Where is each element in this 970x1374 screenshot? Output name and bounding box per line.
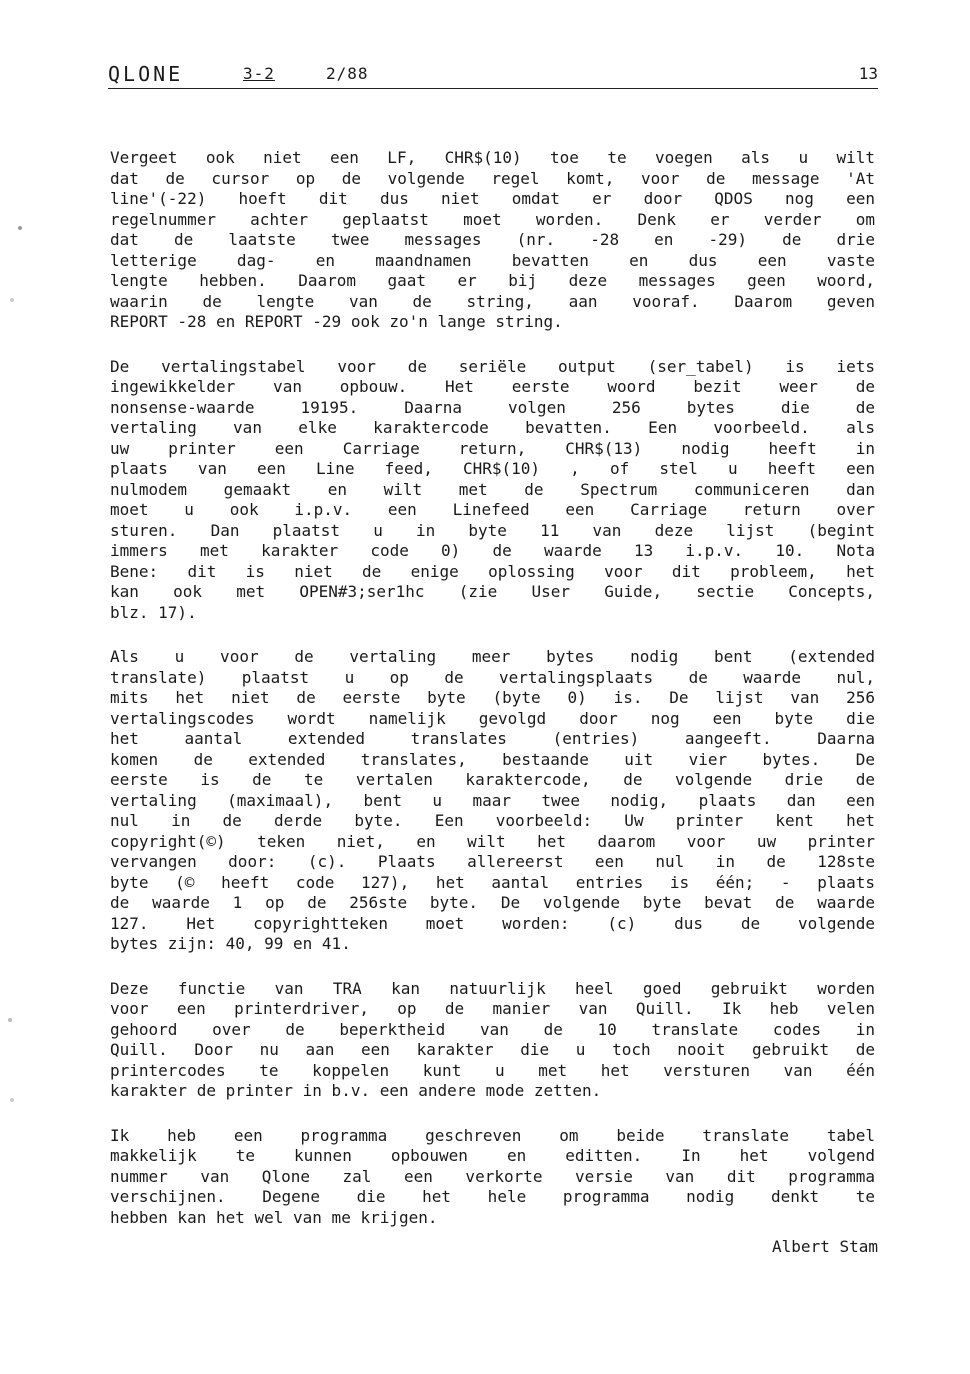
- text-line: line'(-22) hoeft dit dus niet omdat er door QDOS nog een: [110, 189, 875, 208]
- text-line: ingewikkelder van opbouw. Het eerste woord bezit weer de: [110, 377, 875, 396]
- text-line: vertaling van elke karaktercode bevatten. Een voorbeeld. als: [110, 418, 875, 437]
- text-line: REPORT -28 en REPORT -29 ook zo'n lange string.: [110, 312, 563, 331]
- text-line: het aantal extended translates (entries) aangeeft. Daarna: [110, 729, 875, 748]
- text-line: eerste is de te vertalen karaktercode, de volgende drie de: [110, 770, 875, 789]
- text-line: voor een printerdriver, op de manier van Quill. Ik heb velen: [110, 999, 875, 1018]
- text-line: De vertalingstabel voor de seriële output (ser_tabel) is iets: [110, 356, 875, 376]
- paragraph: [110, 148, 875, 333]
- text-line: lengte hebben. Daarom gaat er bij deze messages geen woord,: [110, 271, 875, 290]
- text-line: komen de extended translates, bestaande uit vier bytes. De: [110, 749, 875, 769]
- scan-speck: [10, 298, 14, 302]
- text-line: de waarde 1 op de 256ste byte. De volgende byte bevat de waarde: [110, 893, 875, 912]
- text-line: plaats van een Line feed, CHR$(10) , of stel u heeft een: [110, 459, 875, 478]
- text-line: Deze functie van TRA kan natuurlijk heel goed gebruikt worden: [110, 978, 875, 998]
- text-line: Quill. Door nu aan een karakter die u toch nooit gebruikt de: [110, 1040, 875, 1059]
- scan-speck: [8, 1018, 12, 1022]
- text-line: hebben kan het wel van me krijgen.: [110, 1207, 438, 1227]
- text-line: regelnummer achter geplaatst moet worden. Denk er verder om: [110, 209, 875, 229]
- text-line: Vergeet ook niet een LF, CHR$(10) toe te voegen als u wilt: [110, 148, 875, 167]
- paragraph: [110, 647, 875, 955]
- text-line: karakter de printer in b.v. een andere mode zetten.: [110, 1081, 602, 1100]
- author-signature: Albert Stam: [772, 1237, 878, 1256]
- page-header: [108, 62, 878, 89]
- text-line: vertalingscodes wordt namelijk gevolgd door nog een byte die: [110, 708, 875, 728]
- text-line: printercodes te koppelen kunt u met het versturen van één: [110, 1060, 875, 1080]
- text-line: Als u voor de vertaling meer bytes nodig bent (extended: [110, 647, 875, 666]
- text-line: immers met karakter code 0) de waarde 13 i.p.v. 10. Nota: [110, 541, 875, 560]
- text-line: verschijnen. Degene die het hele programma nodig denkt te: [110, 1187, 875, 1206]
- text-line: vertaling (maximaal), bent u maar twee nodig, plaats dan een: [110, 790, 875, 810]
- text-line: nonsense-waarde 19195. Daarna volgen 256 bytes die de: [110, 397, 875, 417]
- scan-speck: [18, 226, 22, 230]
- text-line: bytes zijn: 40, 99 en 41.: [110, 934, 351, 953]
- text-line: gehoord over de beperktheid van de 10 translate codes in: [110, 1019, 875, 1039]
- text-line: nummer van Qlone zal een verkorte versie van dit programma: [110, 1166, 875, 1186]
- issue-date: 2/88: [326, 64, 369, 83]
- text-line: waarin de lengte van de string, aan vooraf. Daarom geven: [110, 291, 875, 311]
- text-line: kan ook met OPEN#3;ser1hc (zie User Guide, sectie Concepts,: [110, 582, 875, 601]
- text-line: vervangen door: (c). Plaats allereerst een nul in de 128ste: [110, 852, 875, 871]
- page-number: 13: [858, 64, 878, 83]
- paragraph: [110, 1126, 875, 1229]
- issue-number: 3-2: [243, 64, 275, 83]
- text-line: byte (© heeft code 127), het aantal entries is één; - plaats: [110, 872, 875, 892]
- paragraph: [110, 979, 875, 1102]
- magazine-title: QLONE: [108, 62, 184, 86]
- text-line: mits het niet de eerste byte (byte 0) is. De lijst van 256: [110, 688, 875, 707]
- paragraph: [110, 357, 875, 624]
- text-line: dat de cursor op de volgende regel komt, voor de message 'At: [110, 168, 875, 188]
- text-line: copyright(©) teken niet, en wilt het daarom voor uw printer: [110, 831, 875, 851]
- text-line: Bene: dit is niet de enige oplossing voor dit probleem, het: [110, 561, 875, 581]
- text-line: letterige dag- en maandnamen bevatten en dus een vaste: [110, 250, 875, 270]
- text-line: translate) plaatst u op de vertalingsplaats de waarde nul,: [110, 667, 875, 687]
- text-line: uw printer een Carriage return, CHR$(13) nodig heeft in: [110, 438, 875, 458]
- article-body: [110, 148, 875, 1252]
- text-line: nulmodem gemaakt en wilt met de Spectrum communiceren dan: [110, 479, 875, 499]
- text-line: makkelijk te kunnen opbouwen en editten. In het volgend: [110, 1146, 875, 1165]
- scan-speck: [10, 1098, 14, 1102]
- text-line: nul in de derde byte. Een voorbeeld: Uw printer kent het: [110, 811, 875, 830]
- text-line: Ik heb een programma geschreven om beide translate tabel: [110, 1125, 875, 1145]
- text-line: dat de laatste twee messages (nr. -28 en -29) de drie: [110, 230, 875, 249]
- text-line: 127. Het copyrightteken moet worden: (c) dus de volgende: [110, 913, 875, 933]
- text-line: blz. 17).: [110, 602, 197, 622]
- text-line: moet u ook i.p.v. een Linefeed een Carriage return over: [110, 500, 875, 519]
- text-line: sturen. Dan plaatst u in byte 11 van deze lijst (begint: [110, 520, 875, 540]
